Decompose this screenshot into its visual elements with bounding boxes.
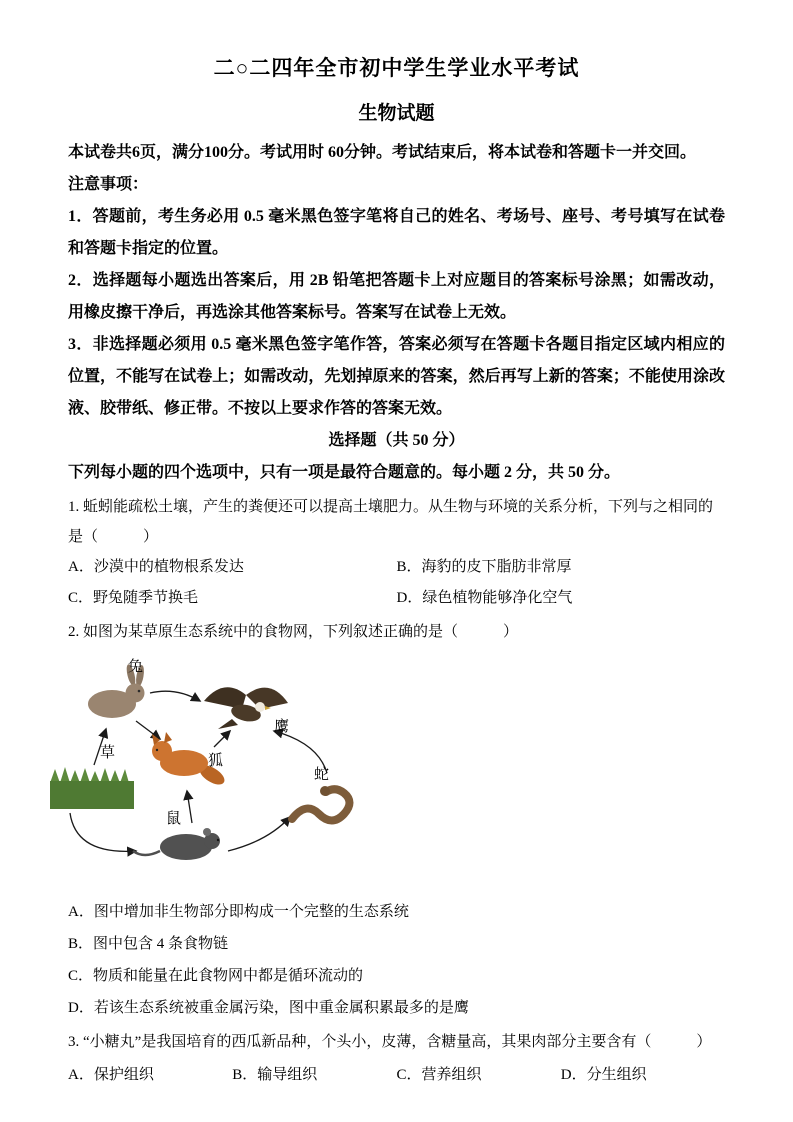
food-web-label-fox: 狐 — [208, 753, 224, 769]
question-3 — [68, 1027, 725, 1092]
page-title: 二○二四年全市初中学生学业水平考试 — [213, 56, 580, 80]
option: A．保护组织 — [68, 1067, 154, 1083]
snake-image — [292, 786, 350, 821]
question-stem: 1. 蚯蚓能疏松土壤，产生的粪便还可以提高土壤肥力。从生物与环境的关系分析，下列与之相同的是（ ） — [68, 499, 714, 545]
notice-item: 1．答题前，考生务必用 0.5 毫米黑色签字笔将自己的姓名、考场号、座号、考号填写在试卷和答题卡指定的位置。 — [68, 208, 725, 257]
option: C．营养组织 — [396, 1067, 482, 1083]
option: A．图中增加非生物部分即构成一个完整的生态系统 — [68, 904, 409, 920]
question-stem: 2. 如图为某草原生态系统中的食物网，下列叙述正确的是（ ） — [68, 624, 519, 640]
intro-text: 本试卷共6页，满分100分。考试用时 60分钟。考试结束后，将本试卷和答题卡一并交回。 — [68, 144, 697, 161]
notice-heading: 注意事项： — [68, 176, 149, 193]
food-web-label-eagle: 鹰 — [274, 719, 290, 735]
page-subtitle: 生物试题 — [358, 103, 435, 124]
option: C．野兔随季节换毛 — [68, 590, 199, 606]
notice-item: 2．选择题每小题选出答案后，用 2B 铅笔把答题卡上对应题目的答案标号涂黑；如需改动，用橡皮擦干净后，再选涂其他答案标号。答案写在试卷上无效。 — [68, 272, 725, 321]
question-2 — [68, 617, 725, 1024]
option: C．物质和能量在此食物网中都是循环流动的 — [68, 968, 364, 984]
mouse-image — [133, 828, 220, 860]
question-3-options — [68, 1059, 725, 1092]
preamble-block — [68, 137, 725, 489]
food-web-label-grass: 草 — [100, 745, 116, 761]
food-web-figure — [46, 651, 725, 888]
option: B．输导组织 — [232, 1067, 318, 1083]
option: B．图中包含 4 条食物链 — [68, 936, 229, 952]
question-1-options — [68, 552, 725, 614]
section-instruction: 下列每小题的四个选项中，只有一项是最符合题意的。每小题 2 分，共 50 分。 — [68, 464, 621, 481]
grass-image — [50, 767, 134, 809]
question-2-options — [68, 896, 725, 1024]
question-stem: 3. “小糖丸”是我国培育的西瓜新品种，个头小，皮薄，含糖量高，其果肉部分主要含有（ ） — [68, 1034, 712, 1050]
option: D．分生组织 — [560, 1067, 647, 1083]
food-web-label-rabbit: 兔 — [128, 659, 144, 675]
question-1 — [68, 492, 725, 614]
option: D．若该生态系统被重金属污染，图中重金属积累最多的是鹰 — [68, 1000, 469, 1016]
food-web-diagram — [46, 651, 391, 883]
option: B．海豹的皮下脂肪非常厚 — [396, 559, 572, 575]
option: D．绿色植物能够净化空气 — [396, 590, 573, 606]
food-web-label-mouse: 鼠 — [166, 811, 182, 827]
option: A．沙漠中的植物根系发达 — [68, 559, 244, 575]
notice-item: 3．非选择题必须用 0.5 毫米黑色签字笔作答，答案必须写在答题卡各题目指定区域内相应的位置，不能写在试卷上；如需改动，先划掉原来的答案，然后再写上新的答案；不能使用涂改液、胶带纸、修正带。不按以上要求作答的答案无效。 — [68, 336, 725, 417]
food-web-label-snake: 蛇 — [314, 767, 330, 783]
section-title: 选择题（共 50 分） — [328, 432, 465, 449]
